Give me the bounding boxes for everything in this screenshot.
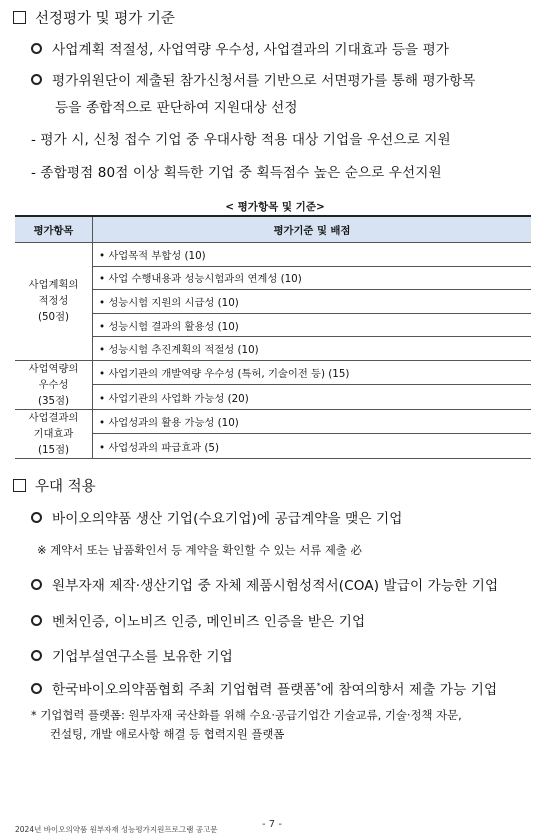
section-title: 우대 적용 [35, 479, 96, 495]
table-row [15, 266, 531, 290]
section-heading-evaluation [13, 7, 175, 28]
criteria-cell: • 성능시험 결과의 활용성 (10) [93, 313, 532, 337]
circle-bullet-icon [31, 579, 42, 590]
criteria-cell: • 사업성과의 파급효과 (5) [93, 434, 532, 459]
note-item: ※ 계약서 또는 납품확인서 등 계약을 확인할 수 있는 서류 제출 必 [37, 543, 362, 557]
circle-bullet-icon [31, 43, 42, 54]
table-caption: < 평가항목 및 기준> [225, 201, 325, 213]
checkbox-square-icon [13, 479, 26, 492]
section-heading-preference [13, 475, 96, 496]
circle-bullet-icon [31, 615, 42, 626]
bullet-continuation: 등을 종합적으로 판단하여 지원대상 선정 [55, 100, 298, 116]
table-row [15, 385, 531, 410]
table-row [15, 337, 531, 361]
criteria-cell: • 사업기관의 사업화 가능성 (20) [93, 385, 532, 410]
criteria-cell: • 사업목적 부합성 (10) [93, 243, 532, 267]
page-number: - 7 - [262, 819, 282, 830]
criteria-cell: • 사업성과의 활용 가능성 (10) [93, 409, 532, 434]
category-cell: 사업결과의 기대효과 (15점) [15, 409, 93, 458]
criteria-cell: • 성능시험 추진계획의 적절성 (10) [93, 337, 532, 361]
evaluation-criteria-table [15, 215, 531, 459]
checkbox-square-icon [13, 11, 26, 24]
header-criteria: 평가기준 및 배점 [93, 216, 532, 243]
table-row [15, 360, 531, 385]
bullet-item: 벤처인증, 이노비즈 인증, 메인비즈 인증을 받은 기업 [31, 610, 365, 630]
table-row [15, 409, 531, 434]
bullet-item: 원부자재 제작·생산기업 중 자체 제품시험성적서(COA) 발급이 가능한 기업 [31, 574, 498, 594]
table-row [15, 243, 531, 267]
footnote-marker: * [316, 681, 321, 691]
header-item: 평가항목 [15, 216, 93, 243]
bullet-item: 기업부설연구소를 보유한 기업 [31, 645, 233, 665]
category-cell: 사업역량의 우수성 (35점) [15, 360, 93, 409]
circle-bullet-icon [31, 650, 42, 661]
category-cell: 사업계획의 적정성 (50점) [15, 243, 93, 361]
section-title: 선정평가 및 평가 기준 [35, 11, 175, 27]
footer-document-title: 2024년 바이오의약품 원부자재 성능평가지원프로그램 공고문 [15, 825, 218, 834]
circle-bullet-icon [31, 683, 42, 694]
table-row [15, 313, 531, 337]
bullet-item: 사업계획 적절성, 사업역량 우수성, 사업결과의 기대효과 등을 평가 [31, 38, 449, 58]
dash-item: - 종합평점 80점 이상 획득한 기업 중 획득점수 높은 순으로 우선지원 [31, 165, 442, 181]
circle-bullet-icon [31, 512, 42, 523]
criteria-cell: • 사업기관의 개발역량 우수성 (특허, 기술이전 등) (15) [93, 360, 532, 385]
table-row [15, 290, 531, 314]
footnote-line: * 기업협력 플랫폼: 원부자재 국산화를 위해 수요·공급기업간 기술교류, 기술·정책 자문, [31, 708, 462, 722]
criteria-cell: • 성능시험 지원의 시급성 (10) [93, 290, 532, 314]
table-header-row [15, 216, 531, 243]
footnote-line: 컨설팅, 개발 애로사항 해결 등 협력지원 플랫폼 [50, 727, 285, 741]
bullet-item: 평가위원단이 제출된 참가신청서를 기반으로 서면평가를 통해 평가항목 [31, 69, 475, 89]
table-row [15, 434, 531, 459]
bullet-item: 바이오의약품 생산 기업(수요기업)에 공급계약을 맺은 기업 [31, 507, 402, 527]
criteria-cell: • 사업 수행내용과 성능시험과의 연계성 (10) [93, 266, 532, 290]
bullet-item: 한국바이오의약품협회 주최 기업협력 플랫폼*에 참여의향서 제출 가능 기업 [31, 678, 497, 698]
dash-item: - 평가 시, 신청 접수 기업 중 우대사항 적용 대상 기업을 우선으로 지원 [31, 132, 451, 148]
circle-bullet-icon [31, 74, 42, 85]
